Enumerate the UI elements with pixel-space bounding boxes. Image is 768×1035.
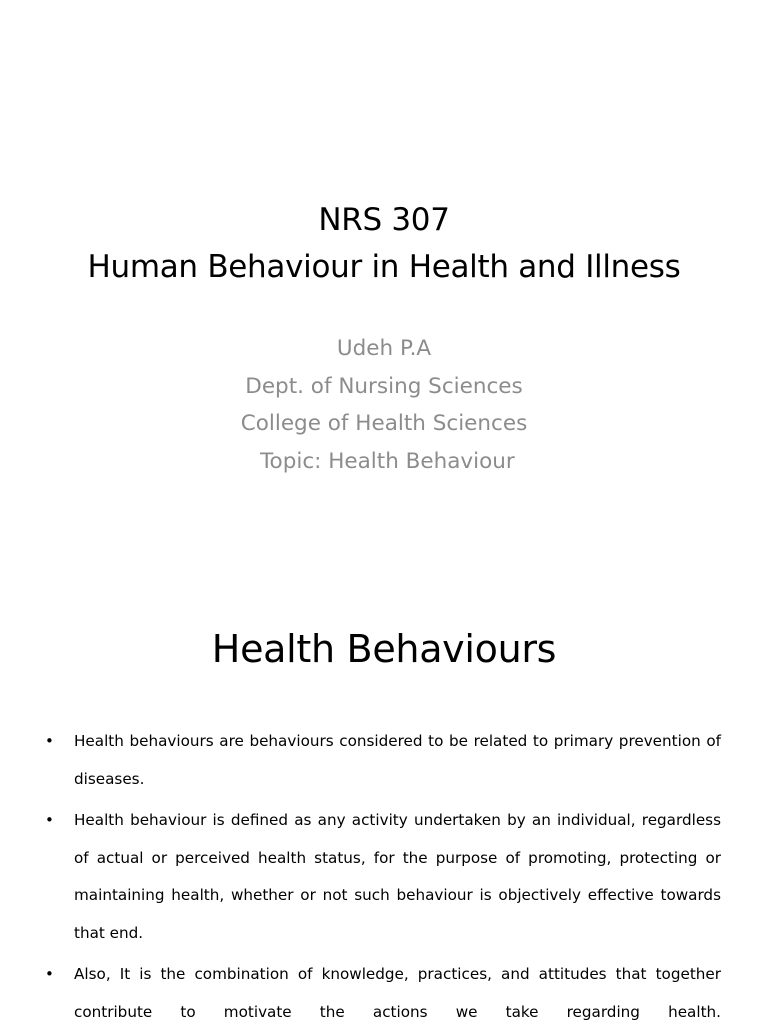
bullet-icon: • bbox=[45, 811, 54, 829]
course-title: Human Behaviour in Health and Illness bbox=[87, 249, 681, 285]
slide-heading: Health Behaviours bbox=[211, 627, 557, 671]
bullet-text: Also, It is the combination of knowledge, practices, and attitudes that together contribute to motivate the actions we take regarding health. bbox=[74, 965, 721, 1021]
bullet-item bbox=[0, 723, 768, 798]
bullet-text: Health behaviours are behaviours considered to be related to primary prevention of diseases. bbox=[74, 732, 721, 788]
college: College of Health Sciences bbox=[240, 411, 528, 436]
topic: Topic: Health Behaviour bbox=[253, 448, 515, 474]
content-slide bbox=[0, 576, 768, 1024]
bullet-list bbox=[0, 723, 768, 1035]
bullet-icon: • bbox=[45, 965, 54, 983]
course-code: NRS 307 bbox=[318, 202, 450, 238]
bullet-icon: • bbox=[45, 732, 54, 750]
bullet-text: Health behaviour is defined as any activity undertaken by an individual, regardless of actual or perceived health status, for the purpose of promoting, protecting or maintaining health, whether or not such behaviour is objectively effective towards that end. bbox=[74, 811, 721, 942]
bullet-item bbox=[0, 956, 768, 1031]
bullet-item bbox=[0, 802, 768, 952]
author-name: Udeh P.A bbox=[336, 336, 432, 361]
department: Dept. of Nursing Sciences bbox=[245, 373, 523, 399]
subtitle-block bbox=[0, 330, 768, 480]
